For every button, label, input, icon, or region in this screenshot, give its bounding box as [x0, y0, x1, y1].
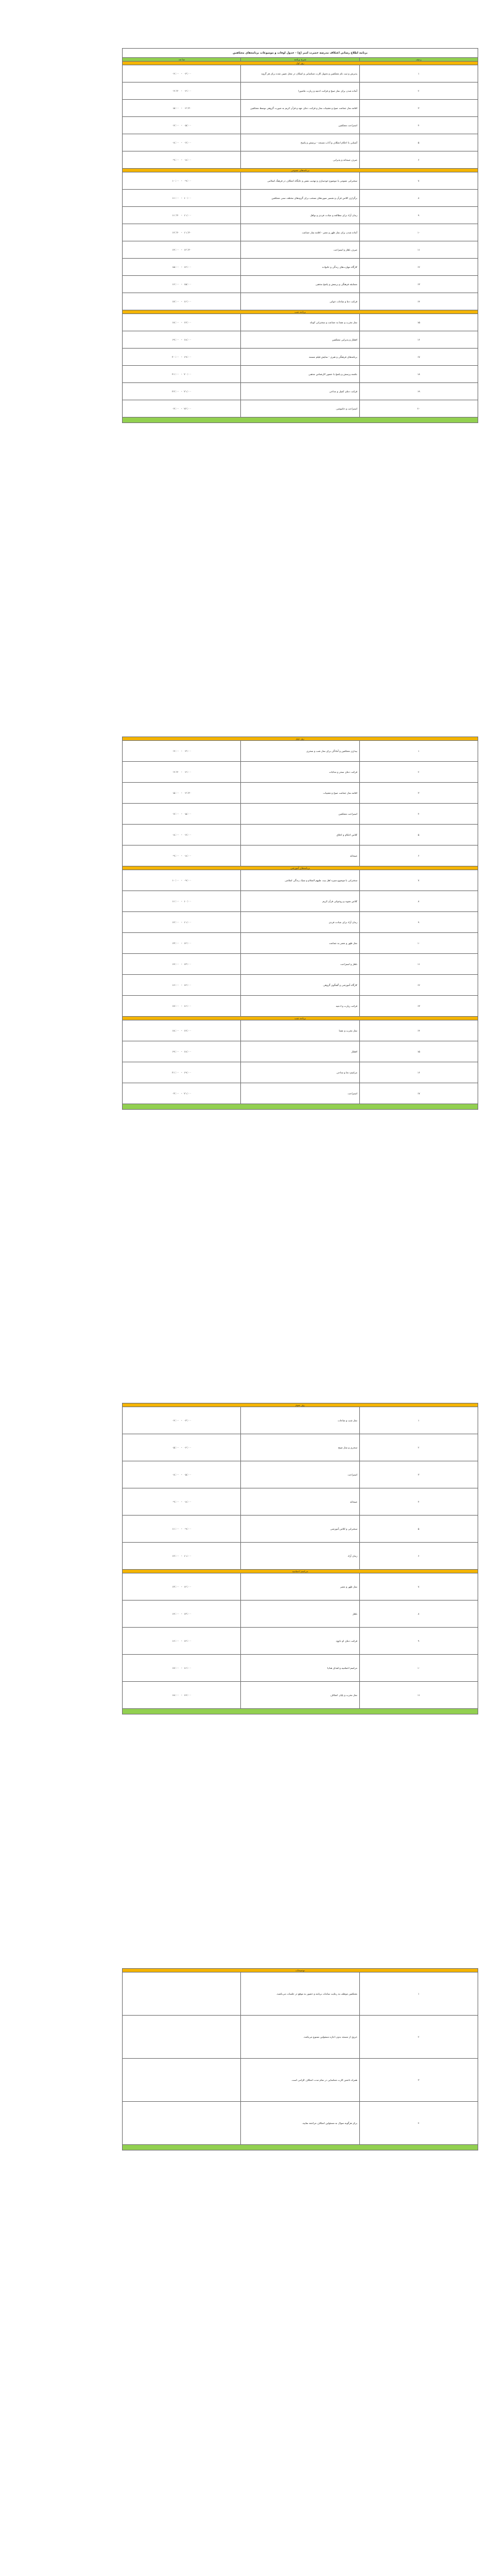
table-row	[123, 996, 478, 1017]
row-time: ۲۱:۰۰ - ۰۳:۰۰	[123, 1083, 241, 1104]
row-time: ۱۲:۰۰ - ۱۳:۰۰	[123, 933, 241, 954]
row-number: ۱۶	[359, 331, 478, 349]
section-header: برنامه‌های آموزشی	[123, 866, 478, 870]
row-number: ۱۵	[359, 314, 478, 331]
table-row	[123, 100, 478, 117]
table-row	[123, 349, 478, 366]
document-title: برنامه اطلاع رسانی اعتکاف مدرسه حضرت امیر (ع) - جدول اوقات و موضوعات برنامه‌های معتکفین	[123, 49, 478, 58]
section-header: برنامه‌های عمومی	[123, 169, 478, 172]
table-row	[123, 117, 478, 134]
row-description: همراه داشتن کارت شناسایی در تمام مدت اعتکاف الزامی است.	[241, 2059, 359, 2102]
table-row	[123, 975, 478, 996]
row-number: ۲	[359, 1434, 478, 1461]
row-time: ۰۵:۰۰ - ۰۷:۰۰	[123, 804, 241, 825]
row-time: ۱۸:۰۰ - ۱۹:۰۰	[123, 1041, 241, 1062]
document-page-2	[122, 737, 478, 1110]
table-row	[123, 151, 478, 169]
row-time: ۱۰:۰۰ - ۱۱:۰۰	[123, 891, 241, 912]
row-description: نماز ظهر و عصر به جماعت	[241, 933, 359, 954]
table-row	[123, 134, 478, 151]
row-number: ۱۳	[359, 276, 478, 293]
schedule-body-4	[123, 1969, 478, 2145]
section-header: توضیحات	[123, 1969, 478, 1972]
table-footer	[123, 2145, 478, 2150]
table-row	[123, 2059, 478, 2102]
row-number: ۱۰	[359, 1655, 478, 1682]
row-description: خروج از مسجد بدون اجازه مسئولین ممنوع می‌باشد.	[241, 2016, 359, 2059]
section-header: روز سوم	[123, 1403, 478, 1407]
document-page-1	[122, 48, 478, 423]
row-description: ناهار و استراحت	[241, 954, 359, 975]
row-number: ۷	[359, 870, 478, 891]
row-number: ۲	[359, 83, 478, 100]
row-number: ۳	[359, 1461, 478, 1488]
row-time: ۱۳:۰۰ - ۱۴:۰۰	[123, 1601, 241, 1628]
table-row	[123, 1083, 478, 1104]
row-time: ۱۲:۰۰ - ۱۳:۰۰	[123, 1573, 241, 1601]
row-time: ۱۱:۰۰ - ۱۱:۳۰	[123, 207, 241, 224]
row-time	[123, 2059, 241, 2102]
table-row	[123, 1972, 478, 2016]
row-time: ۱۷:۰۰ - ۱۸:۰۰	[123, 314, 241, 331]
row-number: ۱۳	[359, 996, 478, 1017]
row-time: ۰۵:۰۰ - ۰۷:۰۰	[123, 117, 241, 134]
row-time: ۰۴:۰۰ - ۰۵:۰۰	[123, 1434, 241, 1461]
schedule-body-1	[123, 62, 478, 418]
row-description: استراحت و خاموشی	[241, 400, 359, 418]
row-description: سخنرانی با موضوع سیره اهل بیت علیهم السلام و سبک زندگی اسلامی	[241, 870, 359, 891]
table-row	[123, 741, 478, 762]
table-row	[123, 190, 478, 207]
row-number: ۹	[359, 1628, 478, 1655]
row-description: برای هرگونه سوال به مسئولین اعتکاف مراجعه نمایید.	[241, 2102, 359, 2145]
row-time: ۱۳:۰۰ - ۱۴:۰۰	[123, 954, 241, 975]
table-row	[123, 1407, 478, 1434]
row-description: افطار و پذیرایی معتکفین	[241, 331, 359, 349]
row-time: ۱۹:۰۰ - ۲۱:۰۰	[123, 1062, 241, 1083]
row-time: ۲۲:۰۰ - ۰۳:۰۰	[123, 400, 241, 418]
row-number: ۳	[359, 2059, 478, 2102]
row-number: ۲	[359, 762, 478, 783]
row-time: ۰۷:۰۰ - ۰۸:۰۰	[123, 134, 241, 151]
row-time: ۰۴:۰۰ - ۰۴:۳۰	[123, 762, 241, 783]
row-time: ۰۳:۰۰ - ۰۴:۰۰	[123, 741, 241, 762]
row-description: زمان آزاد	[241, 1543, 359, 1570]
row-description: مسابقه فرهنگی و پرسش و پاسخ مذهبی	[241, 276, 359, 293]
row-number: ۱	[359, 65, 478, 83]
row-time	[123, 1972, 241, 2016]
row-time: ۰۵:۰۰ - ۰۸:۰۰	[123, 1461, 241, 1488]
row-description: مراسم دعا و مداحی	[241, 1062, 359, 1083]
row-description: استراحت معتکفین	[241, 117, 359, 134]
row-time	[123, 2016, 241, 2059]
row-time: ۰۹:۰۰ - ۱۰:۰۰	[123, 172, 241, 190]
table-footer	[123, 1709, 478, 1714]
row-description: برنامه‌های فرهنگی و هنری - نمایش فیلم مستند	[241, 349, 359, 366]
row-description: سخنرانی عمومی با موضوع خودسازی و تهذیب نفس و جایگاه اعتکاف در فرهنگ اسلامی	[241, 172, 359, 190]
row-time: ۱۶:۰۰ - ۱۷:۰۰	[123, 293, 241, 310]
row-description: کلاس احکام و اخلاق	[241, 825, 359, 846]
row-description: استراحت معتکفین	[241, 804, 359, 825]
row-time	[123, 2102, 241, 2145]
table-row	[123, 83, 478, 100]
row-description: نماز مغرب و پایان اعتکاف	[241, 1682, 359, 1709]
table-row	[123, 1488, 478, 1516]
row-description: نماز شب و مناجات	[241, 1407, 359, 1434]
row-number: ۵	[359, 134, 478, 151]
row-number: ۶	[359, 151, 478, 169]
row-time: ۱۷:۰۰ - ۱۸:۰۰	[123, 1020, 241, 1041]
table-row	[123, 825, 478, 846]
row-number: ۱۸	[359, 366, 478, 383]
schedule-body-2	[123, 737, 478, 1104]
row-description: نماز ظهر و عصر	[241, 1573, 359, 1601]
row-time: ۱۱:۰۰ - ۱۲:۰۰	[123, 912, 241, 933]
row-number: ۲	[359, 2016, 478, 2059]
row-description: قرائت زیارت و ادعیه	[241, 996, 359, 1017]
row-number: ۱۷	[359, 1083, 478, 1104]
row-number: ۴	[359, 2102, 478, 2145]
row-description: قرائت دعای ام داوود	[241, 1628, 359, 1655]
row-description: سحری و نماز صبح	[241, 1434, 359, 1461]
row-description: زمان آزاد برای عبادت فردی	[241, 912, 359, 933]
row-description: آماده شدن برای نماز صبح و قرائت ادعیه و زیارت عاشورا	[241, 83, 359, 100]
table-row	[123, 383, 478, 400]
row-number: ۸	[359, 190, 478, 207]
schedule-table-3	[122, 1403, 478, 1714]
row-time: ۱۶:۰۰ - ۱۷:۰۰	[123, 1655, 241, 1682]
table-row	[123, 172, 478, 190]
row-description: استراحت	[241, 1083, 359, 1104]
schedule-table-4	[122, 1968, 478, 2150]
row-description: بیداری معتکفین و آمادگی برای نماز شب و سحری	[241, 741, 359, 762]
table-row	[123, 1655, 478, 1682]
row-number: ۱۵	[359, 1041, 478, 1062]
table-row	[123, 954, 478, 975]
schedule-table-2	[122, 737, 478, 1110]
table-row	[123, 293, 478, 310]
column-header-time: ساعت	[123, 58, 241, 62]
row-description: کارگاه آموزشی و گفتگوی گروهی	[241, 975, 359, 996]
row-description: اقامه نماز جماعت صبح و تعقیبات	[241, 783, 359, 804]
table-footer	[123, 418, 478, 423]
row-description: استراحت	[241, 1461, 359, 1488]
row-time: ۰۴:۳۰ - ۰۵:۰۰	[123, 783, 241, 804]
row-time: ۰۳:۰۰ - ۰۴:۰۰	[123, 65, 241, 83]
row-number: ۱	[359, 741, 478, 762]
row-number: ۲۰	[359, 400, 478, 418]
row-time: ۲۱:۰۰ - ۲۲:۰۰	[123, 383, 241, 400]
table-row	[123, 1516, 478, 1543]
row-number: ۴	[359, 804, 478, 825]
row-time: ۱۶:۰۰ - ۱۷:۰۰	[123, 996, 241, 1017]
row-time: ۱۷:۰۰ - ۱۸:۰۰	[123, 1682, 241, 1709]
document-page-3	[122, 1403, 478, 1714]
row-description: آماده شدن برای نماز ظهر و عصر - اقامه نماز جماعت	[241, 224, 359, 241]
table-row	[123, 846, 478, 866]
row-number: ۱۴	[359, 1020, 478, 1041]
row-description: کارگاه مهارت‌های زندگی و خانواده	[241, 259, 359, 276]
row-description: قرائت دعای کمیل و مداحی	[241, 383, 359, 400]
table-row	[123, 224, 478, 241]
row-description: سخنرانی و کلاس آموزشی	[241, 1516, 359, 1543]
row-time: ۰۹:۰۰ - ۱۰:۰۰	[123, 870, 241, 891]
table-row	[123, 1682, 478, 1709]
table-row	[123, 1543, 478, 1570]
row-number: ۱۴	[359, 293, 478, 310]
table-row	[123, 2102, 478, 2145]
row-time: ۰۸:۰۰ - ۰۹:۰۰	[123, 1488, 241, 1516]
row-number: ۱۲	[359, 975, 478, 996]
row-description: مراسم اختتامیه و اهدای هدایا	[241, 1655, 359, 1682]
row-description: صبحانه	[241, 1488, 359, 1516]
table-row	[123, 1041, 478, 1062]
column-header-number: ردیف	[359, 58, 478, 62]
table-row	[123, 1461, 478, 1488]
row-description: کلاس تجوید و روخوانی قرآن کریم	[241, 891, 359, 912]
row-number: ۱۲	[359, 259, 478, 276]
row-time: ۱۵:۰۰ - ۱۶:۰۰	[123, 276, 241, 293]
section-header: روز دوم	[123, 737, 478, 741]
table-row	[123, 241, 478, 259]
row-number: ۱۹	[359, 383, 478, 400]
row-number: ۶	[359, 1543, 478, 1570]
row-number: ۱۷	[359, 349, 478, 366]
row-number: ۷	[359, 172, 478, 190]
section-header: مراسم اختتامیه	[123, 1570, 478, 1573]
row-time: ۱۱:۰۰ - ۱۲:۰۰	[123, 1543, 241, 1570]
row-time: ۰۸:۰۰ - ۰۹:۰۰	[123, 846, 241, 866]
row-time: ۰۴:۰۰ - ۰۴:۳۰	[123, 83, 241, 100]
row-number: ۱۰	[359, 933, 478, 954]
row-time: ۰۷:۰۰ - ۰۸:۰۰	[123, 825, 241, 846]
row-description: صبحانه	[241, 846, 359, 866]
row-description: اقامه نماز جماعت صبح و تعقیبات نماز و قرائت دعای عهد و قرآن کریم به صورت گروهی توسط معتکفین	[241, 100, 359, 117]
table-row	[123, 1434, 478, 1461]
table-row	[123, 65, 478, 83]
schedule-body-3	[123, 1403, 478, 1709]
table-row	[123, 870, 478, 891]
row-description: قرائت دعای سحر و مناجات	[241, 762, 359, 783]
schedule-table-1	[122, 48, 478, 423]
table-row	[123, 1601, 478, 1628]
row-number: ۴	[359, 1488, 478, 1516]
row-description: معتکفین موظف به رعایت ساعات برنامه و حضور به موقع در جلسات می‌باشند.	[241, 1972, 359, 2016]
table-row	[123, 1573, 478, 1601]
row-number: ۱۱	[359, 241, 478, 259]
table-row	[123, 891, 478, 912]
table-row	[123, 366, 478, 383]
row-number: ۱۱	[359, 954, 478, 975]
table-row	[123, 912, 478, 933]
row-time: ۰۴:۳۰ - ۰۵:۰۰	[123, 100, 241, 117]
row-description: نماز مغرب و عشا	[241, 1020, 359, 1041]
row-time: ۱۱:۳۰ - ۱۲:۳۰	[123, 224, 241, 241]
row-time: ۱۴:۰۰ - ۱۶:۰۰	[123, 975, 241, 996]
document-page-4	[122, 1968, 478, 2150]
row-time: ۱۸:۰۰ - ۱۹:۰۰	[123, 331, 241, 349]
section-header: برنامه شب	[123, 1017, 478, 1020]
row-number: ۱۰	[359, 224, 478, 241]
row-time: ۲۰:۰۰ - ۲۱:۰۰	[123, 366, 241, 383]
row-description: ناهار	[241, 1601, 359, 1628]
table-row	[123, 400, 478, 418]
row-description: آشنایی با احکام اعتکاف و آداب مسجد - پرسش و پاسخ	[241, 134, 359, 151]
table-row	[123, 1020, 478, 1041]
row-number: ۱	[359, 1972, 478, 2016]
row-description: پذیرش و ثبت نام معتکفین و تحویل کارت شناسایی و اسکان در محل تعیین شده برای هر گروه	[241, 65, 359, 83]
row-description: قرائت دعا و مناجات خوانی	[241, 293, 359, 310]
row-description: صرف ناهار و استراحت	[241, 241, 359, 259]
row-number: ۱	[359, 1407, 478, 1434]
table-row	[123, 276, 478, 293]
row-number: ۶	[359, 846, 478, 866]
row-number: ۱۶	[359, 1062, 478, 1083]
row-description: زمان آزاد برای مطالعه و عبادت فردی و نوافل	[241, 207, 359, 224]
row-number: ۸	[359, 1601, 478, 1628]
row-description: برگزاری کلاس قرآن و تفسیر سوره‌های منتخب برای گروه‌های مختلف سنی معتکفین	[241, 190, 359, 207]
table-row	[123, 804, 478, 825]
row-number: ۵	[359, 825, 478, 846]
table-row	[123, 207, 478, 224]
table-row	[123, 1628, 478, 1655]
table-row	[123, 2016, 478, 2059]
row-number: ۸	[359, 891, 478, 912]
row-description: نماز مغرب و عشا به جماعت و سخنرانی کوتاه	[241, 314, 359, 331]
row-number: ۳	[359, 783, 478, 804]
table-row	[123, 762, 478, 783]
row-time: ۱۰:۰۰ - ۱۱:۰۰	[123, 190, 241, 207]
row-number: ۳	[359, 100, 478, 117]
table-row	[123, 933, 478, 954]
table-row	[123, 783, 478, 804]
table-footer	[123, 1104, 478, 1110]
row-time: ۱۴:۰۰ - ۱۵:۰۰	[123, 259, 241, 276]
row-number: ۱۱	[359, 1682, 478, 1709]
row-time: ۰۸:۰۰ - ۰۹:۰۰	[123, 151, 241, 169]
row-time: ۱۹:۰۰ - ۲۰:۰۰	[123, 349, 241, 366]
row-number: ۷	[359, 1573, 478, 1601]
column-header-description: شرح برنامه	[241, 58, 359, 62]
table-row	[123, 1062, 478, 1083]
row-time: ۱۴:۰۰ - ۱۶:۰۰	[123, 1628, 241, 1655]
row-number: ۴	[359, 117, 478, 134]
row-time: ۱۲:۳۰ - ۱۴:۰۰	[123, 241, 241, 259]
table-row	[123, 259, 478, 276]
row-number: ۹	[359, 912, 478, 933]
row-number: ۵	[359, 1516, 478, 1543]
table-row	[123, 331, 478, 349]
row-time: ۰۳:۰۰ - ۰۴:۰۰	[123, 1407, 241, 1434]
section-header: روز اول	[123, 62, 478, 65]
row-time: ۰۹:۰۰ - ۱۱:۰۰	[123, 1516, 241, 1543]
row-description: صرف صبحانه و پذیرایی	[241, 151, 359, 169]
section-header: برنامه شب	[123, 310, 478, 314]
row-description: افطار	[241, 1041, 359, 1062]
row-description: جلسه پرسش و پاسخ با حضور کارشناس مذهبی	[241, 366, 359, 383]
table-row	[123, 314, 478, 331]
row-number: ۹	[359, 207, 478, 224]
